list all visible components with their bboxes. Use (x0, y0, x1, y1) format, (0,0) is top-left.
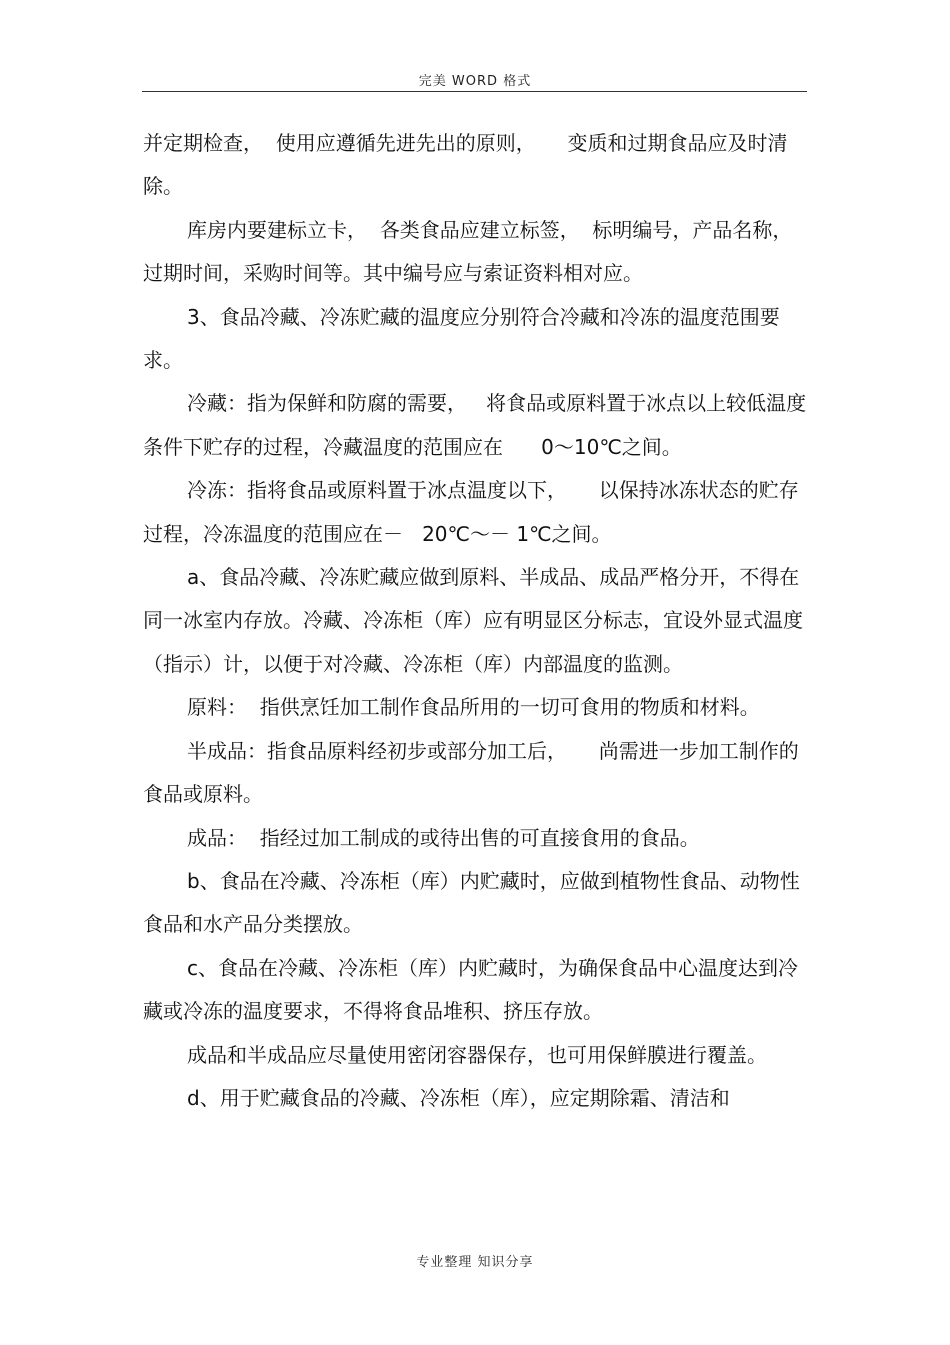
page-footer: 专业整理 知识分享 (416, 1255, 534, 1270)
paragraph-11: c、食品在冷藏、冷冻柜（库）内贮藏时，为确保食品中心温度达到冷藏或冷冻的温度要求，不得将食品堆积、挤压存放。 (143, 955, 798, 1024)
header-divider (142, 91, 807, 92)
paragraph-7: 原料： 指供烹饪加工制作食品所用的一切可食用的物质和材料。 (187, 695, 760, 720)
paragraph-6: a、食品冷藏、冷冻贮藏应做到原料、半成品、成品严格分开，不得在同一冰室内存放。冷藏、冷冻柜（库）应有明显区分标志，宜设外显式温度（指示）计，以便于对冷藏、冷冻柜（库）内部温度的监测。 (143, 565, 803, 676)
paragraph-12: 成品和半成品应尽量使用密闭容器保存，也可用保鲜膜进行覆盖。 (187, 1042, 767, 1067)
paragraph-3: 3、食品冷藏、冷冻贮藏的温度应分别符合冷藏和冷冻的温度范围要求。 (143, 304, 780, 373)
paragraph-8: 半成品：指食品原料经初步或部分加工后， 尚需进一步加工制作的食品或原料。 (143, 738, 799, 807)
paragraph-2: 库房内要建标立卡， 各类食品应建立标签， 标明编号，产品名称，过期时间，采购时间等。其中编号应与索证资料相对应。 (143, 217, 793, 286)
document-body (143, 122, 807, 1120)
paragraph-9: 成品： 指经过加工制成的或待出售的可直接食用的食品。 (187, 825, 700, 850)
page-header: 完美 WORD 格式 (418, 74, 532, 89)
paragraph-1: 并定期检查， 使用应遵循先进先出的原则， 变质和过期食品应及时清除。 (143, 131, 788, 199)
paragraph-5: 冷冻：指将食品或原料置于冰点温度以下， 以保持冰冻状态的贮存过程，冷冻温度的范围应在－ 20℃～－ 1℃之间。 (143, 478, 799, 546)
paragraph-13: d、用于贮藏食品的冷藏、冷冻柜（库），应定期除霜、清洁和 (187, 1085, 730, 1110)
paragraph-4: 冷藏：指为保鲜和防腐的需要， 将食品或原料置于冰点以上较低温度条件下贮存的过程，冷藏温度的范围应在 0～10℃之间。 (143, 391, 807, 459)
paragraph-10: b、食品在冷藏、冷冻柜（库）内贮藏时，应做到植物性食品、动物性食品和水产品分类摆放。 (143, 868, 800, 937)
